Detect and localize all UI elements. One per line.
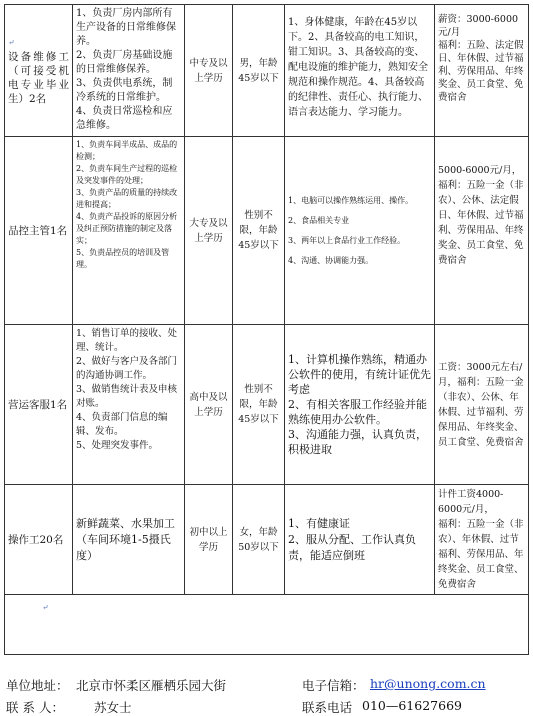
position-cell [5, 137, 73, 325]
education-cell: 初中以上学历 [185, 485, 233, 595]
table-row [5, 137, 529, 325]
duties-cell: 新鲜蔬菜、水果加工（车间环境1-5摄氏度） [73, 485, 185, 595]
paragraph-mark: ⤶ [8, 37, 15, 47]
position-cell [5, 5, 73, 137]
position-text: 营运客服1名 [8, 398, 68, 411]
address-label: 单位地址： [6, 678, 69, 693]
position-text: 品控主管1名 [8, 224, 68, 237]
position-text: 设备维修工（可接受机电专业毕业生）2名 [8, 50, 69, 105]
education-cell: 大专及以上学历 [185, 137, 233, 325]
education-cell: 高中及以上学历 [185, 325, 233, 485]
table-row [5, 325, 529, 485]
gender-age-cell: 女，年龄50岁以下 [233, 485, 285, 595]
empty-row-cell [5, 595, 529, 655]
job-table [4, 4, 529, 655]
position-cell [5, 325, 73, 485]
duties-cell: 1、负责车间半成品、成品的检测； 2、负责车间生产过程的巡检及突发事件的处理； 3、负责产品的质量的持续改进和提高； 4、负责产品投诉的原因分析及纠正预防措施的制定及落实； 5、负责品控员的培训及管理。 [73, 137, 185, 325]
gender-age-cell: 性别不限，年龄45岁以下 [233, 137, 285, 325]
gender-age-cell: 性别不限，年龄45岁以下 [233, 325, 285, 485]
email-label: 电子信箱： [302, 678, 365, 693]
requirements-cell: 1、电脑可以操作熟练运用、操作。 2、食品相关专业 3、两年以上食品行业工作经验。 4、沟通、协调能力强。 [285, 137, 435, 325]
gender-age-cell: 男，年龄45岁以下 [233, 5, 285, 137]
benefits-cell: 5000-6000元/月， 福利：五险一金（非农）、公休、法定假日、年休假、过节福利、劳保用品、年终奖金、员工食堂、免费宿舍 [435, 137, 529, 325]
requirements-cell: 1、身体健康，年龄在45岁以下。2、具备较高的电工知识，钳工知识。3、具备较高的变、配电设施的维护能力，熟知安全规范和操作规范。4、具备较高的纪律性、责任心、执行能力、语言表达能力、学习能力。 [285, 5, 435, 137]
benefits-cell: 工资：3000元左右/月，福利：五险一金（非农）、公休、年休假、过节福利、劳保用品、年终奖金、员工食堂、免费宿舍 [435, 325, 529, 485]
requirements-cell: 1、计算机操作熟练，精通办公软件的使用，有统计证优先考虑 2、有相关客服工作经验并能熟练使用办公软件。 3、沟通能力强，认真负责，积极进取 [285, 325, 435, 485]
benefits-cell: 计件工资4000-6000元/月， 福利：五险一金（非农）、年休假、过节福利、劳保用品、年终奖金、员工食堂、免费宿舍 [435, 485, 529, 595]
benefits-cell: 薪资：3000-6000元/月 福利：五险、法定假日、年休假、过节福利、劳保用品、年终奖金、员工食堂、免费宿舍 [435, 5, 529, 137]
position-text: 操作工20名 [8, 533, 64, 546]
contact-value: 苏女士 [94, 700, 132, 715]
table-row [5, 595, 529, 655]
contact-label: 联 系 人： [6, 700, 64, 715]
phone-value: 010—61627669 [362, 698, 462, 713]
email-link[interactable]: hr@unong.com.cn [370, 676, 486, 691]
education-cell: 中专及以上学历 [185, 5, 233, 137]
table-row [5, 485, 529, 595]
duties-cell: 1、负责厂房内部所有生产设备的日常维修保养。 2、负责厂房基础设施的日常维修保养。 3、负责供电系统，制冷系统的日常维护。 4、负责日常巡检和应急维修。 [73, 5, 185, 137]
phone-label: 联系电话 [302, 700, 353, 715]
position-cell [5, 485, 73, 595]
requirements-cell: 1、有健康证 2、服从分配、工作认真负责，能适应倒班 [285, 485, 435, 595]
address-value: 北京市怀柔区雁栖乐园大街 [76, 678, 227, 693]
paragraph-mark: ⤶ [42, 603, 49, 612]
table-row [5, 5, 529, 137]
duties-cell: 1、销售订单的接收、处理、统计。 2、做好与客户及各部门的沟通协调工作。 3、做销售统计表及申核对账。 4、负责部门信息的编辑、发布。 5、处理突发事件。 [73, 325, 185, 485]
